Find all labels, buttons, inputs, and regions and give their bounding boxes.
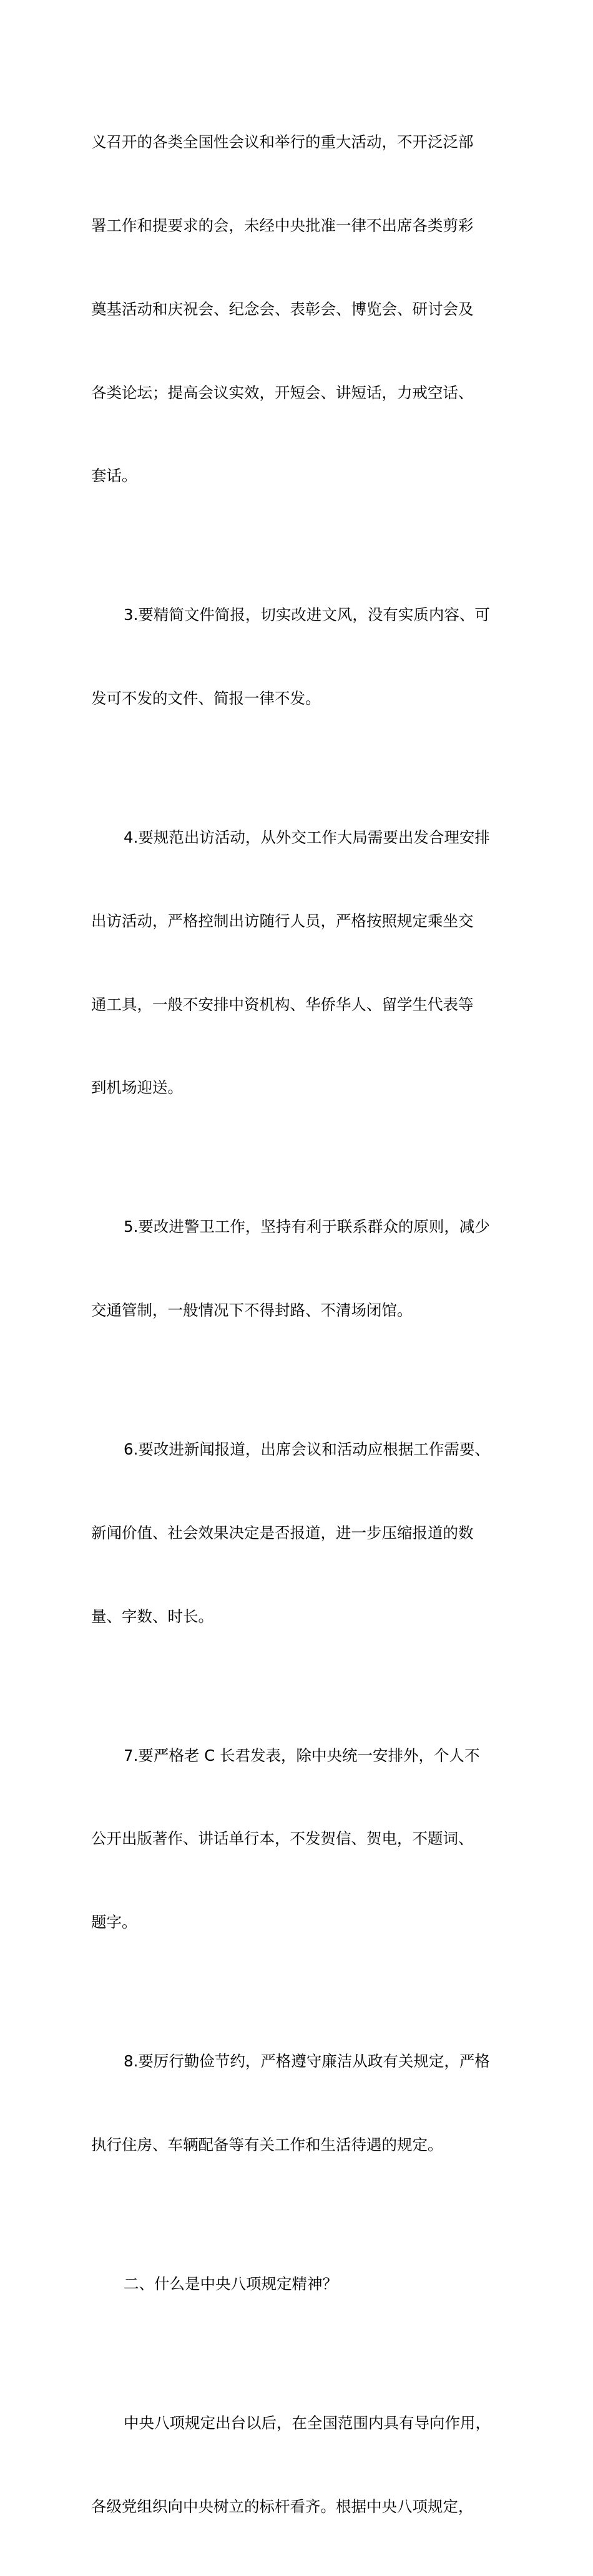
- paragraph-item-7: [91, 1686, 522, 1992]
- text-line: 4.要规范出访活动，从外交工作大局需要出发合理安排: [124, 828, 490, 847]
- text-line: 到机场迎送。: [91, 1078, 183, 1097]
- text-line: 7.要严格老 C 长君发表，除中央统一安排外，个人不: [124, 1746, 480, 1765]
- text-line: 公开出版著作、讲话单行本，不发贺信、贺电，不题词、: [91, 1829, 474, 1848]
- text-line: 中央八项规定出台以后，在全国范围内具有导向作用，: [124, 2413, 491, 2432]
- text-line: 出访活动，严格控制出访随行人员，严格按照规定乘坐交: [91, 911, 474, 930]
- section-heading: [91, 2215, 522, 2354]
- text-line: 新闻价值、社会效果决定是否报道，进一步压缩报道的数: [91, 1523, 474, 1542]
- text-line: 署工作和提要求的会，未经中央批准一律不出席各类剪彩: [91, 216, 474, 235]
- text-line: 各级党组织向中央树立的标杆看齐。根据中央八项规定，: [91, 2497, 474, 2515]
- text-line: 通工具，一般不安排中资机构、华侨华人、留学生代表等: [91, 995, 474, 1014]
- paragraph-continued: [91, 73, 522, 546]
- text-line: 3.要精简文件简报，切实改进文风，没有实质内容、可: [124, 606, 490, 624]
- paragraph-item-4: [91, 768, 522, 1158]
- paragraph-item-5: [91, 1158, 522, 1380]
- text-line: 执行住房、车辆配备等有关工作和生活待遇的规定。: [91, 2135, 443, 2154]
- paragraph-item-3: [91, 546, 522, 768]
- text-line: 8.要厉行勤俭节约，严格遵守廉洁从政有关规定，严格: [124, 2052, 490, 2071]
- text-line: 量、字数、时长。: [91, 1607, 213, 1625]
- paragraph-item-8: [91, 1992, 522, 2215]
- text-line: 交通管制，一般情况下不得封路、不清场闭馆。: [91, 1301, 413, 1320]
- paragraph-item-6: [91, 1380, 522, 1687]
- text-line: 6.要改进新闻报道，出席会议和活动应根据工作需要、: [124, 1440, 490, 1459]
- text-line: 5.要改进警卫工作，坚持有利于联系群众的原则，减少: [124, 1218, 490, 1236]
- heading-text: 二、什么是中央八项规定精神？: [124, 2274, 338, 2293]
- text-line: 发可不发的文件、简报一律不发。: [91, 689, 321, 708]
- text-line: 各类论坛；提高会议实效，开短会、讲短话，力戒空话、: [91, 383, 474, 402]
- text-line: 奠基活动和庆祝会、纪念会、表彰会、博览会、研讨会及: [91, 299, 474, 318]
- text-line: 套话。: [91, 467, 137, 485]
- document-page: [91, 73, 522, 2576]
- text-line: 义召开的各类全国性会议和举行的重大活动，不开泛泛部: [91, 133, 474, 152]
- paragraph-body: [91, 2354, 522, 2576]
- text-line: 题字。: [91, 1913, 137, 1932]
